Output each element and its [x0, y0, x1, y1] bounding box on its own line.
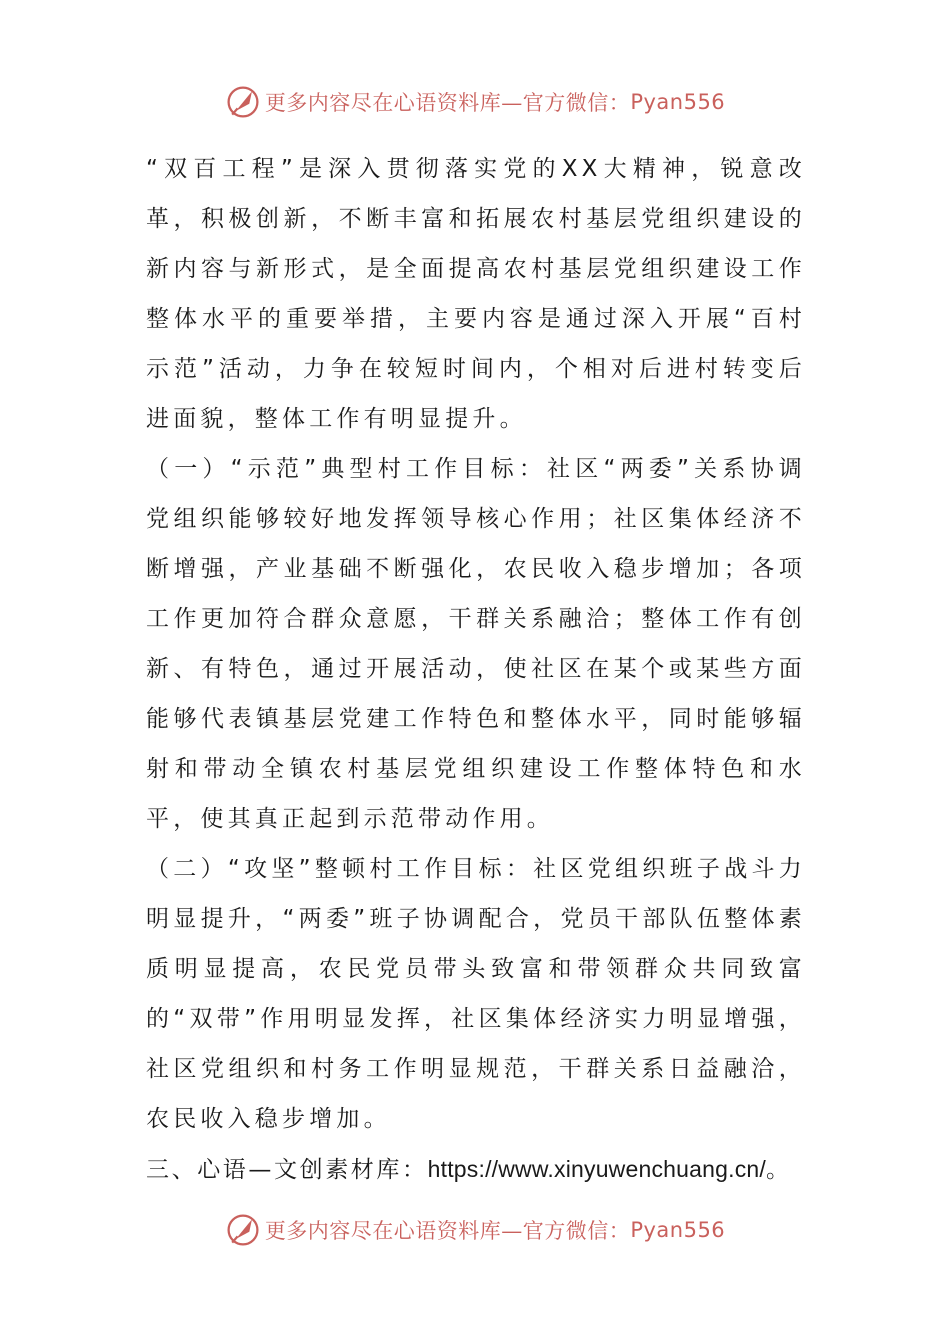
paragraph-rectification-goal: （二）“攻坚”整顿村工作目标：社区党组织班子战斗力明显提升，“两委”班子协调配合，党员干部队伍整体素质明显提高，农民党员带头致富和带领群众共同致富的“双带”作用明显发挥，社区集体经济实力明显增强，社区党组织和村务工作明显规范，干群关系日益融洽，农民收入稳步增加。 [146, 856, 806, 1132]
quill-logo-icon [225, 1212, 261, 1248]
quill-logo-icon [225, 84, 261, 120]
footer-banner [0, 1208, 950, 1252]
paragraph-demonstration-goal: （一）“示范”典型村工作目标：社区“两委”关系协调党组织能够较好地发挥领导核心作用；社区集体经济不断增强，产业基础不断强化，农民收入稳步增加；各项工作更加符合群众意愿，干群关系融洽；整体工作有创新、有特色，通过开展活动，使社区在某个或某些方面能够代表镇基层党建工作特色和整体水平，同时能够辐射和带动全镇农村基层党组织建设工作整体特色和水平，使其真正起到示范带动作用。 [146, 456, 806, 832]
banner-text: 更多内容尽在心语资料库—官方微信： [264, 1219, 631, 1243]
header-banner [0, 80, 950, 124]
banner-wechat-id: Pyan556 [630, 90, 726, 114]
resource-suffix: 。 [766, 1157, 792, 1183]
banner-wechat-id: Pyan556 [630, 1218, 726, 1242]
resource-label: 三、心语—文创素材库： [146, 1157, 428, 1183]
paragraph-intro: “双百工程”是深入贯彻落实党的XX大精神，锐意改革，积极创新，不断丰富和拓展农村基层党组织建设的新内容与新形式，是全面提高农村基层党组织建设工作整体水平的重要举措，主要内容是通过深入开展“百村示范”活动，力争在较短时间内，个相对后进村转变后进面貌，整体工作有明显提升。 [146, 156, 806, 432]
banner-text: 更多内容尽在心语资料库—官方微信： [264, 91, 631, 115]
resource-url: https://www.xinyuwenchuang.cn/ [427, 1156, 767, 1182]
document-body [146, 144, 806, 1195]
paragraph-resource-line [146, 1144, 806, 1195]
